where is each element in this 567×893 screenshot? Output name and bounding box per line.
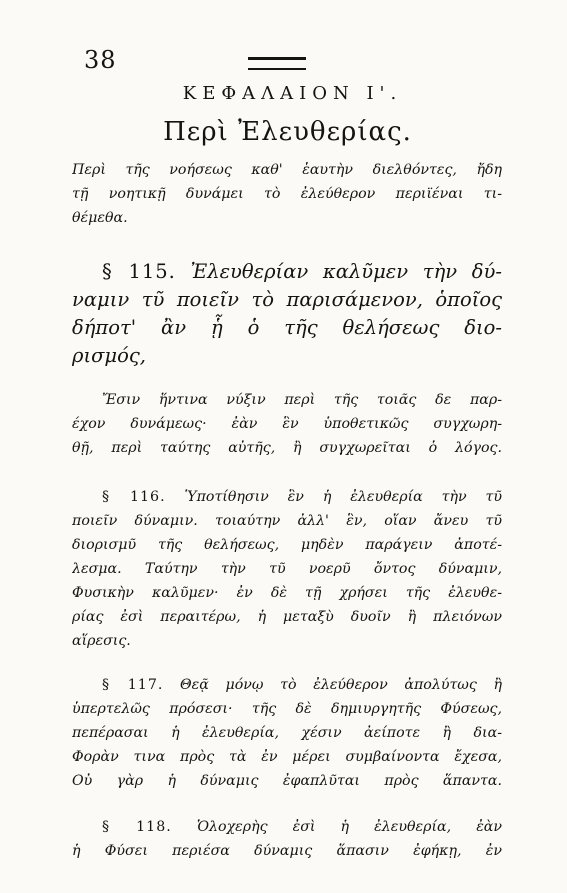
text-line: διορισμῦ τῆς θελήσεως, μηδὲν παράγειν ἀποτέ- [72,537,502,553]
paragraph-117 [72,673,502,793]
text-line: λεσμα. Ταύτην τὴν τῦ νοερῦ ὄντος δύναμιν, [72,561,502,577]
section-number: § 115. [102,260,176,283]
text-line: έχον δυνάμεως· ἐὰν ἓν ὑποθετικῶς συγχωρη- [72,416,502,432]
paragraph-115-note [72,388,502,460]
text-line: πεπέρασαι ἡ ἐλευθερία, χέσιν ἀείποτε ἢ δια- [72,725,502,741]
text-line: τῇ νοητικῇ δυνάμει τὸ ἐλεύθερον περιϊέναι τι- [72,186,502,202]
text-line: Οὐ γὰρ ἡ δύναμις ἐφαπλῦται πρὸς ἅπαντα. [72,773,502,789]
paragraph-115 [72,258,502,370]
text-line: θῇ, περὶ ταύτης αὐτῆς, ἢ συγχωρεῖται ὁ λόγος. [72,440,502,456]
text-fragment: Ὁλοχερὴς ἐσὶ ἡ ἐλευθερία, ἐὰν [196,819,502,835]
text-line [72,815,502,839]
text-line: ναμιν τῦ ποιεῖν τὸ παρισάμενον, ὁποῖος [72,288,502,311]
text-line: Φυσικὴν καλῦμεν· ἐν δὲ τῇ χρήσει τῆς ἐλευθε- [72,585,502,601]
paragraph-118 [72,815,502,863]
chapter-heading: ΚΕΦΑΛΑΙΟΝ Ι'. [182,83,403,104]
page-number: 38 [84,46,117,74]
text-line: Περὶ τῆς νοήσεως καθ' ἑαυτὴν διελθόντες, ἤδη [72,162,502,178]
text-line [72,673,502,697]
text-line [72,258,502,286]
text-line: ρισμός, [72,344,146,367]
text-line: Ἔσιν ἥντινα νύξιν περὶ τῆς τοιᾶς δε παρ- [102,392,502,408]
section-number: § 117. [102,677,164,693]
text-line: θέμεθα. [72,210,128,226]
text-line: ποιεῖν δύναμιν. τοιαύτην ἀλλ' ἓν, οἵαν ἄνευ τῦ [72,513,502,529]
section-number: § 116. [102,489,166,505]
text-fragment: Ὑποτίθησιν ἓν ἡ ἐλευθερία τὴν τῦ [184,489,502,505]
text-line [72,485,502,509]
intro-paragraph [72,158,502,230]
section-title: Περὶ Ἐλευθερίας. [163,117,412,147]
paragraph-116 [72,485,502,653]
text-line: Φορὰν τινα πρὸς τὰ ἐν μέρει συμβαίνοντα ἔχεσα, [72,749,502,765]
text-line: ὑπερτελῶς πρόσεσι· τῆς δὲ δημιυργητῆς Φύσεως, [72,701,502,717]
text-fragment: Ἐλευθερίαν καλῦμεν τὴν δύ- [190,260,502,283]
section-number: § 118. [102,819,172,835]
text-line: ρίας ἐσὶ περαιτέρω, ἡ μεταξὺ δυοῖν ἢ πλειόνων [72,609,502,625]
text-line: ἡ Φύσει περιέσα δύναμις ἅπασιν ἐφήκῃ, ἐν [72,843,502,859]
text-line: δήποτ' ἂν ᾗ ὁ τῆς θελήσεως διο- [72,316,502,339]
header-rule [248,57,306,70]
text-line: αἵρεσις. [72,633,131,649]
text-fragment: Θεᾷ μόνῳ τὸ ἐλεύθερον ἀπολύτως ἢ [180,677,502,693]
